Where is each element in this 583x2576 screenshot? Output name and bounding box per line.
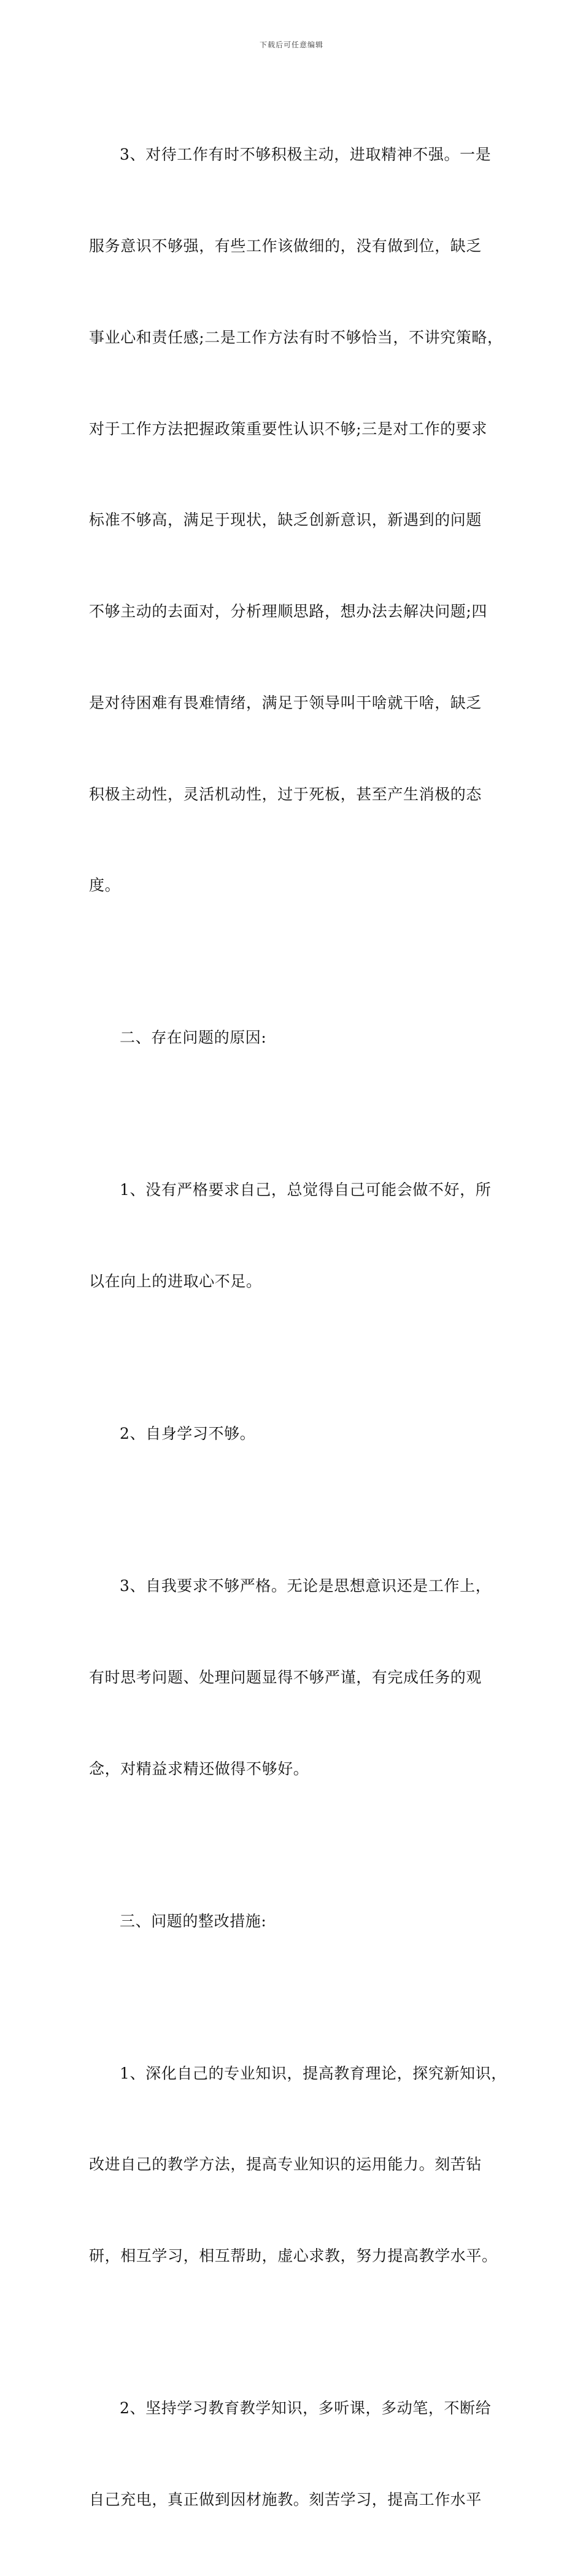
text-line: 以在向上的进取心不足。 <box>89 1272 262 1291</box>
text-line: 念，对精益求精还做得不够好。 <box>89 1759 309 1778</box>
document-body <box>89 79 512 2576</box>
text-line: 服务意识不够强，有些工作该做细的，没有做到位，缺乏 <box>89 236 482 255</box>
paragraph-cause-1 <box>89 1114 512 1358</box>
text-line: 1、深化自己的专业知识，提高教育理论，探究新知识， <box>120 2064 507 2082</box>
text-line: 不够主动的去面对，分析理顺思路，想办法去解决问题;四 <box>89 602 488 621</box>
text-line: 标准不够高，满足于现状，缺乏创新意识，新遇到的问题 <box>89 511 482 529</box>
text-line: 3、对待工作有时不够积极主动，进取精神不强。一是 <box>120 146 492 164</box>
text-line: 1、没有严格要求自己，总觉得自己可能会做不好，所 <box>120 1181 492 1199</box>
text-line: 事业心和责任感;二是工作方法有时不够恰当，不讲究策略， <box>89 328 503 346</box>
paragraph-problem-3 <box>89 79 512 962</box>
text-line: 自己充电，真正做到因材施教。刻苦学习，提高工作水平 <box>89 2490 482 2508</box>
text-line: 对于工作方法把握政策重要性认识不够;三是对工作的要求 <box>89 419 488 438</box>
text-line: 研，相互学习，相互帮助，虚心求教，努力提高教学水平。 <box>89 2247 498 2265</box>
section-heading-causes <box>89 962 512 1114</box>
page-header: 下载后可任意编辑 <box>259 41 323 49</box>
section-heading-measures <box>89 1845 512 1997</box>
text-line: 度。 <box>89 876 121 895</box>
text-line: 三、问题的整改措施: <box>120 1912 267 1930</box>
paragraph-cause-3 <box>89 1510 512 1845</box>
text-line: 改进自己的教学方法，提高专业知识的运用能力。刻苦钻 <box>89 2155 482 2174</box>
text-line: 3、自我要求不够严格。无论是思想意识还是工作上， <box>120 1577 492 1595</box>
text-line: 积极主动性，灵活机动性，过于死板，甚至产生消极的态 <box>89 785 482 803</box>
text-line: 是对待困难有畏难情绪，满足于领导叫干啥就干啥，缺乏 <box>89 693 482 712</box>
paragraph-measure-2 <box>89 2332 512 2576</box>
paragraph-cause-2 <box>89 1358 512 1510</box>
text-line: 2、坚持学习教育教学知识，多听课，多动笔，不断给 <box>120 2399 492 2418</box>
text-line: 二、存在问题的原因: <box>120 1029 267 1047</box>
paragraph-measure-1 <box>89 1997 512 2332</box>
text-line: 2、自身学习不够。 <box>120 1425 256 1443</box>
text-line: 有时思考问题、处理问题显得不够严谨，有完成任务的观 <box>89 1668 482 1686</box>
